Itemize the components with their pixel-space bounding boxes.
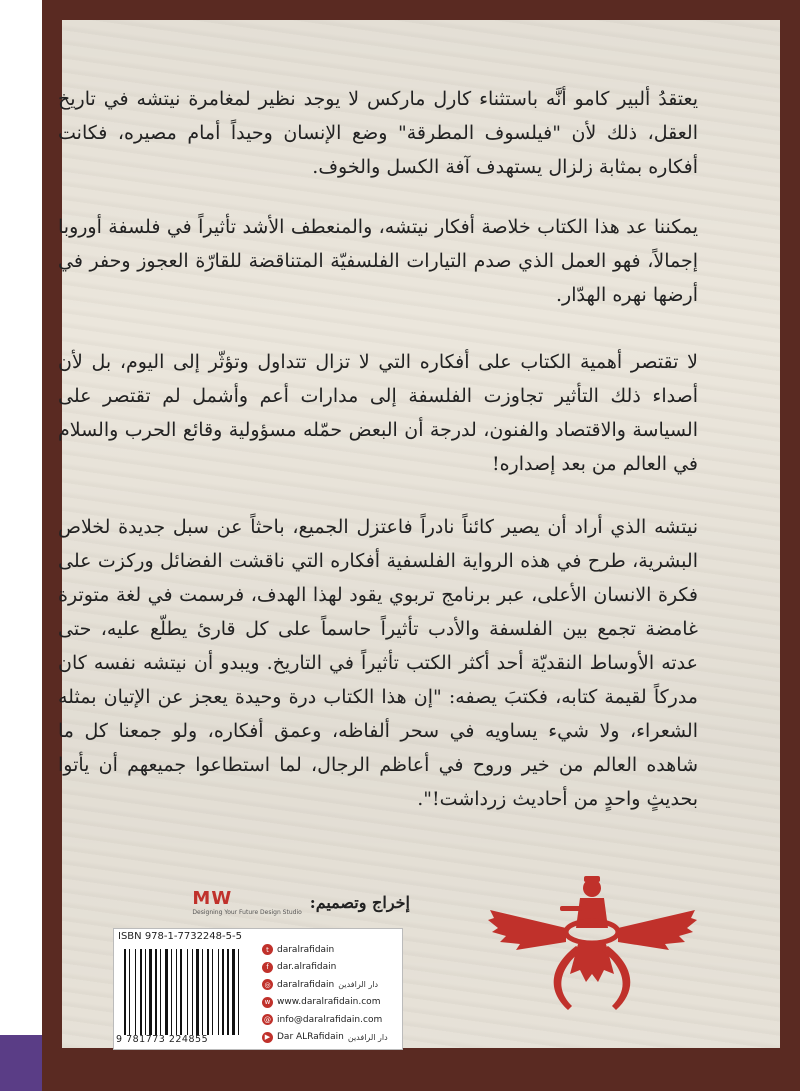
email-icon: @: [264, 1015, 271, 1024]
barcode-bar: [196, 949, 199, 1035]
barcode-bar: [238, 949, 239, 1035]
barcode-bar: [202, 949, 203, 1035]
barcode-bar: [178, 949, 179, 1035]
blurb-text: نيتشه الذي أراد أن يصير كائناً نادراً فاعتزل الجميع، باحثاً عن سبل جديدة لخلاص البشرية، طرح في هذه الرواية الفلسفية أفكاره التي ناقشت الفضائل وركزت على فكرة الانسان الأعلى، عبر برنامج تربوي يقود لهذا الهدف، فرسمت في لغة متوترة غامضة تجمع بين الفلسفة والأدب تأثيراً حاسماً على كل قارئ يطلّع عليه، حتى عدته الأوساط النقديّة أحد أكثر الكتب تأثيراً في التاريخ. ويبدو أن نيتشه نفسه كان مدركاً لقيمة كتابه، فكتبَ يصفه: "إن هذا الكتاب درة وحيدة يعجز عن الإتيان بمثله الشعراء، ولا شيء يساويه في سحر ألفاظه، وعمق أفكاره، ولو جمعنا كل ما شاهده العالم من خير وروح في أعاظم الرجال، لما استطاعوا جميعهم أن يأتوا بحديثٍ واحدٍ من أحاديث زرداشت!".: [58, 516, 698, 810]
barcode-bar: [137, 949, 139, 1035]
blurb-text: يعتقدُ ألبير كامو أنَّه باستثناء كارل ماركس لا يوجد نظير لمغامرة نيتشه في تاريخ العقل، ذلك لأن "فيلسوف المطرقة" وضع الإنسان وحيداً أمام مصيره، فكانت أفكاره بمثابة زلزال يستهدف آفة الكسل والخوف.: [58, 88, 698, 178]
barcode-bar: [127, 949, 128, 1035]
barcode-bar: [222, 949, 224, 1035]
barcode-bar: [220, 949, 221, 1035]
barcode-bar: [147, 949, 148, 1035]
social-handle: daralrafidain: [277, 979, 335, 990]
social-row-youtube[interactable]: [262, 1029, 400, 1047]
barcode-bar: [189, 949, 191, 1035]
studio-logo: [192, 888, 301, 916]
barcode-bar: [225, 949, 226, 1035]
barcode-bar: [135, 949, 136, 1035]
web-icon: w: [262, 997, 273, 1008]
barcode-bar: [230, 949, 231, 1035]
barcode-bar: [218, 949, 219, 1035]
blurb-paragraph-3: [58, 345, 698, 481]
barcode-bar: [153, 949, 154, 1035]
design-credit: [110, 885, 410, 919]
barcode-bar: [124, 949, 126, 1035]
barcode-bar: [158, 949, 159, 1035]
blurb-paragraph-4: [58, 510, 698, 816]
barcode-bar: [173, 949, 175, 1035]
barcode-bar: [240, 949, 242, 1035]
isbn-label: ISBN 978-1-7732248-5-5: [118, 931, 242, 942]
barcode-bar: [149, 949, 152, 1035]
barcode-bar: [210, 949, 211, 1035]
social-handle: dar.alrafidain: [277, 962, 337, 973]
blurb-paragraph-1: [58, 82, 698, 184]
social-handle: info@daralrafidain.com: [277, 1014, 383, 1025]
studio-logo-mark: MW: [192, 888, 233, 909]
barcode-bar: [140, 949, 142, 1035]
social-handle-arabic: دار الرافدين: [347, 1032, 388, 1042]
barcode-bar: [160, 949, 161, 1035]
social-handle: Dar ALRafidain: [277, 1032, 344, 1043]
social-row-instagram[interactable]: [262, 976, 400, 994]
barcode-bar: [200, 949, 201, 1035]
social-handle-arabic: دار الرافدين: [338, 980, 379, 990]
social-handle: www.daralrafidain.com: [277, 997, 381, 1008]
studio-logo-subtitle: Designing Your Future Design Studio: [192, 909, 302, 916]
barcode-bar: [187, 949, 188, 1035]
twitter-icon: t: [262, 944, 273, 955]
purple-strip: [0, 1035, 42, 1091]
barcode-bar: [236, 949, 237, 1035]
barcode-bar: [131, 949, 134, 1035]
barcode-bar: [162, 949, 164, 1035]
isbn-box: [113, 928, 403, 1050]
barcode-bar: [232, 949, 235, 1035]
barcode-bar: [207, 949, 209, 1035]
social-row-web[interactable]: [262, 994, 400, 1012]
barcode-bar: [143, 949, 144, 1035]
barcode-bar: [169, 949, 170, 1035]
barcode-bar: [214, 949, 217, 1035]
faravahar-emblem-icon: [480, 870, 705, 1020]
barcode-bar: [194, 949, 195, 1035]
barcode-bar: [204, 949, 206, 1035]
blurb-text: يمكننا عد هذا الكتاب خلاصة أفكار نيتشه، والمنعطف الأشد تأثيراً في فلسفة أوروبا إجمالاً، فهو العمل الذي صدم التيارات الفلسفيّة المتناقضة للقارّة العجوز وحفر في أرضها نهره الهدّار.: [58, 216, 698, 306]
barcode-bar: [212, 949, 213, 1035]
credit-label: إخراج وتصميم:: [309, 892, 410, 912]
instagram-icon: ◎: [262, 979, 273, 990]
barcode-bar: [145, 949, 146, 1035]
social-handle: daralrafidain: [277, 944, 335, 955]
barcode-bar: [155, 949, 157, 1035]
barcode-bar: [176, 949, 177, 1035]
barcode-bar: [183, 949, 186, 1035]
barcode-bar: [171, 949, 172, 1035]
barcode-bar: [180, 949, 182, 1035]
social-row-twitter[interactable]: [262, 941, 400, 959]
barcode-digits: 9 781773 224855: [116, 1034, 209, 1045]
barcode-bar: [165, 949, 168, 1035]
facebook-icon: f: [262, 962, 273, 973]
social-row-facebook[interactable]: [262, 959, 400, 977]
youtube-icon: ▶: [262, 1032, 273, 1043]
barcode: [124, 949, 244, 1035]
blurb-text: لا تقتصر أهمية الكتاب على أفكاره التي لا تزال تتداول وتؤثّر إلى اليوم، بل لأن أصداء ذلك التأثير تجاوزت الفلسفة إلى مدارات أعم وأشمل لم تقتصر على السياسة والاقتصاد والفنون، لدرجة أن البعض حمّله مسؤولية وقائع الحرب والسلام في العالم من بعد إصداره!: [58, 351, 698, 475]
social-row-email[interactable]: [262, 1011, 400, 1029]
barcode-bar: [192, 949, 193, 1035]
blurb-paragraph-2: [58, 210, 698, 312]
barcode-bar: [129, 949, 130, 1035]
barcode-bar: [227, 949, 229, 1035]
social-links: [262, 941, 400, 1046]
